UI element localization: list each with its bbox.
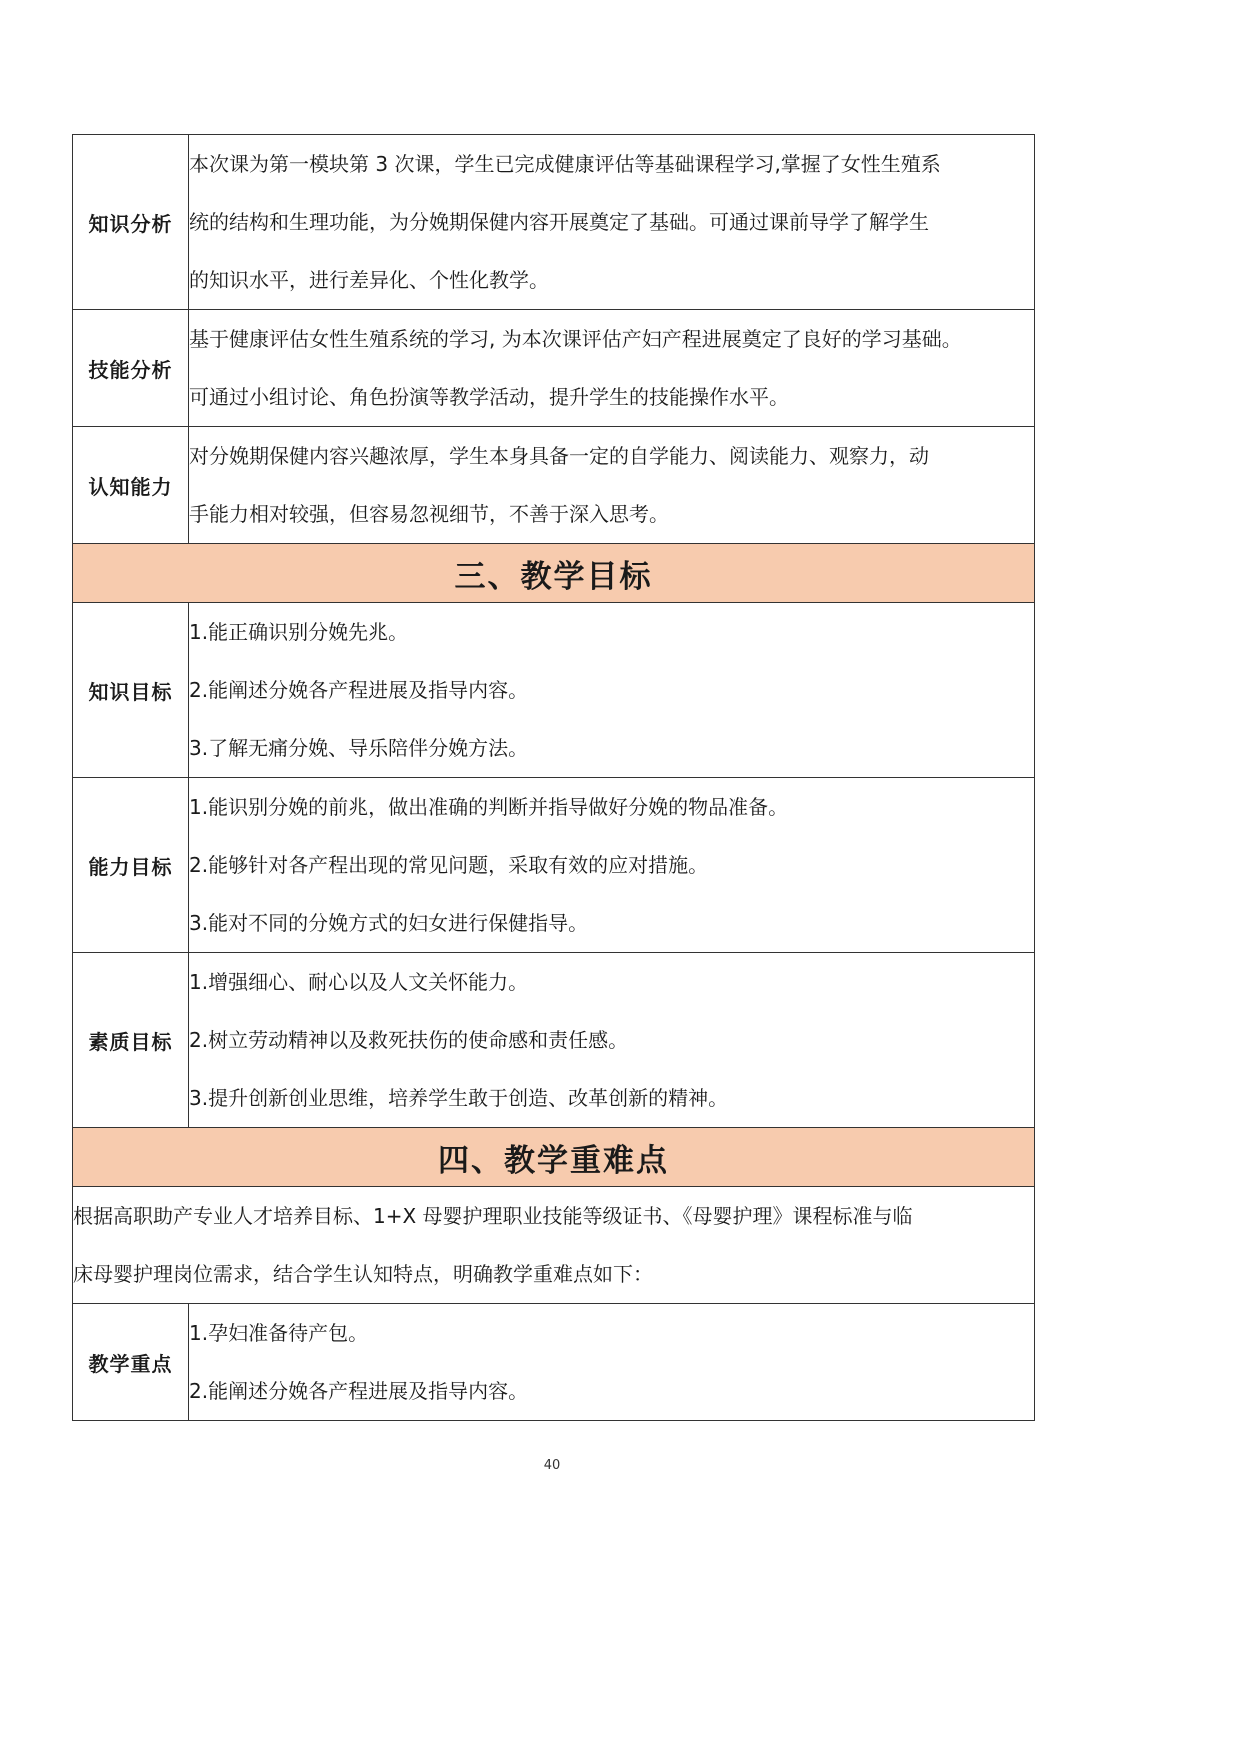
content-line: 3.能对不同的分娩方式的妇女进行保健指导。	[189, 911, 589, 935]
content-line: 3.提升创新创业思维，培养学生敢于创造、改革创新的精神。	[189, 1086, 729, 1110]
section-title-key-difficult-points: 四、教学重难点	[73, 1128, 1035, 1187]
content-line: 统的结构和生理功能，为分娩期保健内容开展奠定了基础。可通过课前导学了解学生	[189, 210, 929, 234]
section-header-row	[73, 1128, 1035, 1187]
content-line: 1.孕妇准备待产包。	[189, 1321, 369, 1345]
table-row	[73, 427, 1035, 544]
content-line: 手能力相对较强，但容易忽视细节，不善于深入思考。	[189, 502, 669, 526]
content-line: 2.树立劳动精神以及救死扶伤的使命感和责任感。	[189, 1028, 629, 1052]
table-row	[73, 1187, 1035, 1304]
content-line: 对分娩期保健内容兴趣浓厚，学生本身具备一定的自学能力、阅读能力、观察力，动	[189, 444, 929, 468]
content-line: 1.能正确识别分娩先兆。	[189, 620, 409, 644]
row-content-teaching-key-points	[189, 1304, 1035, 1421]
row-label-ability-objectives: 能力目标	[73, 778, 189, 953]
content-line: 根据高职助产专业人才培养目标、1+X 母婴护理职业技能等级证书、《母婴护理》课程标准与临	[73, 1204, 913, 1228]
content-line: 3.了解无痛分娩、导乐陪伴分娩方法。	[189, 736, 529, 760]
row-label-quality-objectives: 素质目标	[73, 953, 189, 1128]
page-number: 40	[543, 1458, 561, 1473]
content-line: 2.能够针对各产程出现的常见问题，采取有效的应对措施。	[189, 853, 709, 877]
content-line: 1.增强细心、耐心以及人文关怀能力。	[189, 970, 529, 994]
table-row	[73, 135, 1035, 310]
content-line: 2.能阐述分娩各产程进展及指导内容。	[189, 678, 529, 702]
row-content-cognitive-ability	[189, 427, 1035, 544]
row-content-ability-objectives	[189, 778, 1035, 953]
row-label-knowledge-objectives: 知识目标	[73, 603, 189, 778]
content-line: 床母婴护理岗位需求，结合学生认知特点，明确教学重难点如下：	[73, 1262, 653, 1286]
section-title-teaching-objectives: 三、教学目标	[73, 544, 1035, 603]
table-row	[73, 953, 1035, 1128]
content-line: 的知识水平，进行差异化、个性化教学。	[189, 268, 549, 292]
table-row	[73, 603, 1035, 778]
content-line: 可通过小组讨论、角色扮演等教学活动，提升学生的技能操作水平。	[189, 385, 789, 409]
content-line: 本次课为第一模块第 3 次课，学生已完成健康评估等基础课程学习,掌握了女性生殖系	[189, 152, 941, 176]
content-line: 基于健康评估女性生殖系统的学习, 为本次课评估产妇产程进展奠定了良好的学习基础。	[189, 327, 962, 351]
row-content-skill-analysis	[189, 310, 1035, 427]
lesson-plan-table	[72, 134, 1035, 1421]
row-label-skill-analysis: 技能分析	[73, 310, 189, 427]
row-content-knowledge-objectives	[189, 603, 1035, 778]
content-line: 1.能识别分娩的前兆，做出准确的判断并指导做好分娩的物品准备。	[189, 795, 789, 819]
table-row	[73, 1304, 1035, 1421]
section-header-row	[73, 544, 1035, 603]
table-row	[73, 310, 1035, 427]
section-intro-text	[73, 1187, 1035, 1304]
row-content-quality-objectives	[189, 953, 1035, 1128]
row-label-teaching-key-points: 教学重点	[73, 1304, 189, 1421]
row-label-cognitive-ability: 认知能力	[73, 427, 189, 544]
table-row	[73, 778, 1035, 953]
row-content-knowledge-analysis	[189, 135, 1035, 310]
row-label-knowledge-analysis: 知识分析	[73, 135, 189, 310]
content-line: 2.能阐述分娩各产程进展及指导内容。	[189, 1379, 529, 1403]
